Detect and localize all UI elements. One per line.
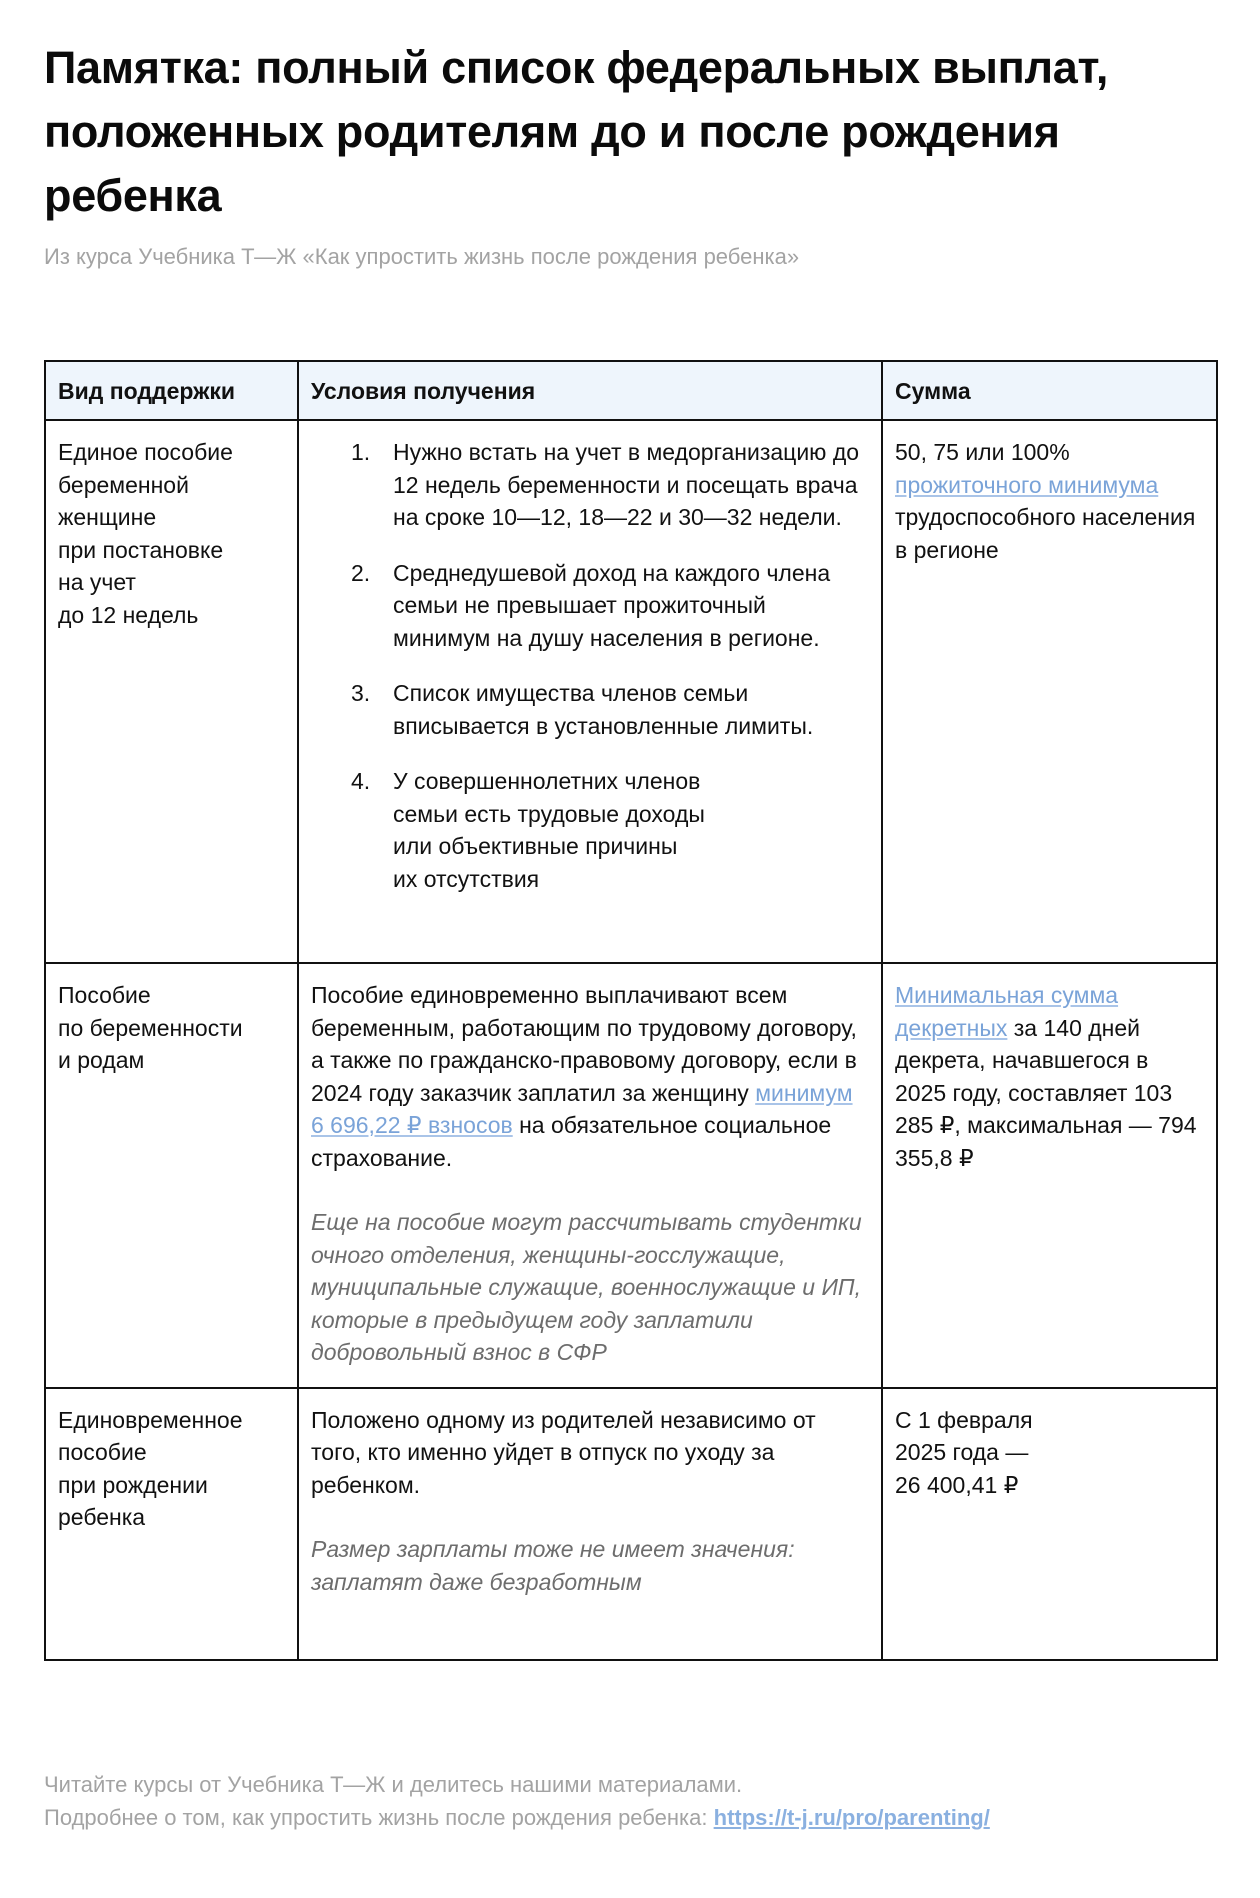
type-line: до 12 недель <box>58 601 199 628</box>
conditions-note: Размер зарплаты тоже не имеет значения: заплатят даже безработным <box>311 1536 795 1595</box>
footer-line <box>44 1801 1216 1834</box>
cell-amount <box>882 420 1217 963</box>
list-text: Нужно встать на учет в медорганизацию до 12 недель беременности и посещать врача на сроке 10—12, 18—22 и 30—32 недели. <box>393 439 860 530</box>
subsistence-minimum-link[interactable]: прожиточного минимума <box>895 471 1159 498</box>
type-line: пособие <box>58 1439 147 1465</box>
type-line: при рождении <box>58 1471 208 1498</box>
type-line: на учет <box>58 569 136 595</box>
benefits-table <box>44 360 1218 1661</box>
amount-text: за 140 дней декрета, начавшегося в 2025 году, составляет 103 285 ₽, максимальная — 794 355,8 ₽ <box>895 1014 1197 1171</box>
table-row <box>45 963 1217 1388</box>
conditions-text <box>311 979 869 1174</box>
list-item <box>311 557 869 655</box>
type-line: по беременности <box>58 1014 243 1041</box>
cell-conditions <box>298 963 882 1388</box>
amount-text: трудоспособного населения в регионе <box>895 504 1196 563</box>
conditions-text-part: Пособие единовременно выплачивают всем беременным, работающим по трудовому договору, а также по гражданско-правовому договору, если в 2024 году заказчик заплатил за женщину <box>311 982 857 1106</box>
conditions-text-part: на обязательное социальное страхование. <box>311 1112 832 1171</box>
cell-conditions <box>298 1388 882 1660</box>
list-number: 1. <box>351 439 371 465</box>
page-footer <box>44 1768 1216 1834</box>
cell-type <box>45 1388 298 1660</box>
cell-amount <box>882 1388 1217 1660</box>
table-row <box>45 420 1217 963</box>
amount-line: С 1 февраля <box>895 1406 1033 1433</box>
amount-line: 26 400,41 ₽ <box>895 1471 1019 1498</box>
amount-text: 50, 75 или 100% <box>895 439 1070 465</box>
list-text-line: или объективные причины <box>393 833 678 859</box>
cell-type <box>45 420 298 963</box>
list-text: Список имущества членов семьи вписывается в установленные лимиты. <box>393 680 814 739</box>
page-title: Памятка: полный список федеральных выплат, положенных родителям до и после рождения ребенка <box>44 42 1109 221</box>
footer-line: Читайте курсы от Учебника Т—Ж и делитесь нашими материалами. <box>44 1772 743 1797</box>
list-item <box>311 677 869 742</box>
list-text-line: У совершеннолетних членов <box>393 768 701 794</box>
type-line: Единовременное <box>58 1406 243 1433</box>
type-line: беременной <box>58 471 189 498</box>
cell-amount <box>882 963 1217 1388</box>
list-text: Среднедушевой доход на каждого члена семьи не превышает прожиточный минимум на душу населения в регионе. <box>393 559 831 651</box>
type-line: Пособие <box>58 982 151 1008</box>
table-row <box>45 1388 1217 1660</box>
maternity-minimum-link[interactable]: Минимальная сумма декретных <box>895 982 1119 1041</box>
conditions-note: Еще на пособие могут рассчитывать студентки очного отделения, женщины-госслужащие, муниципальные служащие, военнослужащие и ИП, которые в предыдущем году заплатили добровольный взнос в СФР <box>311 1209 862 1365</box>
footer-text: Подробнее о том, как упростить жизнь после рождения ребенка: <box>44 1805 708 1830</box>
cell-type <box>45 963 298 1388</box>
page-subtitle: Из курса Учебника Т—Ж «Как упростить жизнь после рождения ребенка» <box>44 244 800 269</box>
conditions-text: Положено одному из родителей независимо от того, кто именно уйдет в отпуск по уходу за ребенком. <box>311 1406 816 1498</box>
column-header-conditions: Условия получения <box>298 361 882 420</box>
list-item <box>311 436 869 534</box>
list-text-line: семьи есть трудовые доходы <box>393 800 705 827</box>
cell-conditions <box>298 420 882 963</box>
type-line: ребенка <box>58 1504 146 1530</box>
conditions-list <box>311 436 869 895</box>
page-header <box>44 36 1216 272</box>
list-item <box>311 765 869 895</box>
contributions-minimum-link[interactable]: минимум 6 696,22 ₽ взносов <box>311 1079 853 1138</box>
list-number: 4. <box>351 768 371 794</box>
type-line: Единое пособие <box>58 439 233 465</box>
list-number: 2. <box>351 559 371 586</box>
list-number: 3. <box>351 680 371 706</box>
amount-line: 2025 года — <box>895 1439 1029 1465</box>
column-header-amount: Сумма <box>882 361 1217 420</box>
type-line: женщине <box>58 504 157 530</box>
column-header-type: Вид поддержки <box>45 361 298 420</box>
type-line: и родам <box>58 1047 145 1073</box>
list-text-line: их отсутствия <box>393 865 540 892</box>
type-line: при постановке <box>58 536 224 563</box>
table-header-row <box>45 361 1217 420</box>
course-link[interactable]: https://t-j.ru/pro/parenting/ <box>713 1805 990 1830</box>
